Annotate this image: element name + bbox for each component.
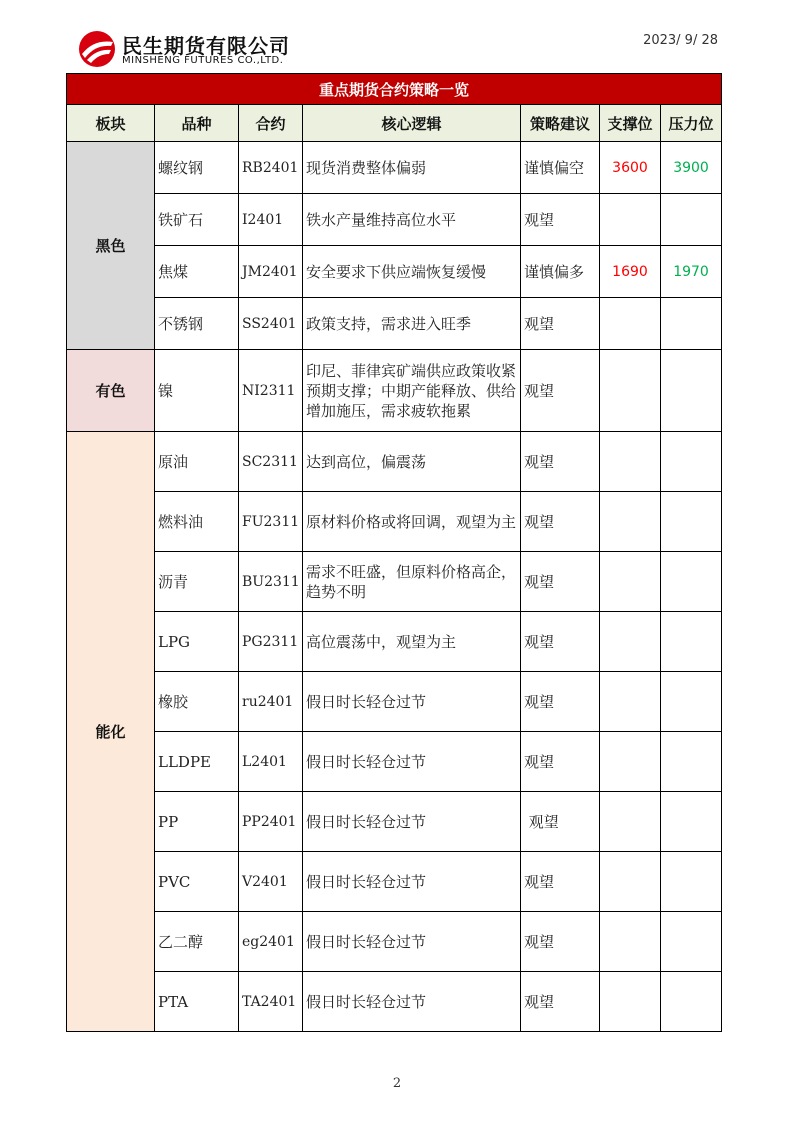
column-header-sector: 板块 (67, 105, 155, 142)
support-cell (600, 612, 661, 672)
resistance-cell (661, 912, 722, 972)
contract-cell: TA2401 (239, 972, 303, 1032)
table-row (67, 298, 722, 350)
table-row (67, 350, 722, 432)
contract-cell: NI2311 (239, 350, 303, 432)
table-row (67, 432, 722, 492)
contract-cell: SC2311 (239, 432, 303, 492)
column-header-product: 品种 (155, 105, 239, 142)
resistance-cell (661, 194, 722, 246)
strategy-cell: 观望 (521, 792, 600, 852)
table-row (67, 792, 722, 852)
column-header-contract: 合约 (239, 105, 303, 142)
support-cell (600, 912, 661, 972)
strategy-cell: 观望 (521, 732, 600, 792)
table-title: 重点期货合约策略一览 (67, 74, 722, 105)
logic-cell: 假日时长轻仓过节 (303, 732, 521, 792)
strategy-cell: 观望 (521, 492, 600, 552)
support-cell (600, 972, 661, 1032)
contract-cell: SS2401 (239, 298, 303, 350)
product-cell: 镍 (155, 350, 239, 432)
strategy-cell: 观望 (521, 912, 600, 972)
logic-cell: 原材料价格或将回调，观望为主 (303, 492, 521, 552)
column-header-strategy: 策略建议 (521, 105, 600, 142)
resistance-cell (661, 672, 722, 732)
table-row (67, 194, 722, 246)
product-cell: 螺纹钢 (155, 142, 239, 194)
table-row (67, 612, 722, 672)
support-cell: 3600 (600, 142, 661, 194)
support-cell (600, 732, 661, 792)
strategy-table (66, 73, 722, 1032)
support-cell (600, 350, 661, 432)
company-name-en: MINSHENG FUTURES CO.,LTD. (122, 55, 284, 66)
logic-cell: 假日时长轻仓过节 (303, 972, 521, 1032)
resistance-cell (661, 852, 722, 912)
contract-cell: eg2401 (239, 912, 303, 972)
product-cell: 原油 (155, 432, 239, 492)
company-logo (78, 28, 318, 72)
support-cell (600, 298, 661, 350)
resistance-cell (661, 792, 722, 852)
table-row (67, 246, 722, 298)
product-cell: 铁矿石 (155, 194, 239, 246)
support-cell (600, 852, 661, 912)
support-cell (600, 552, 661, 612)
page-number: 2 (392, 1076, 402, 1091)
contract-cell: PP2401 (239, 792, 303, 852)
strategy-cell: 观望 (521, 972, 600, 1032)
resistance-cell: 1970 (661, 246, 722, 298)
support-cell: 1690 (600, 246, 661, 298)
resistance-cell (661, 612, 722, 672)
table-row (67, 142, 722, 194)
support-cell (600, 194, 661, 246)
contract-cell: FU2311 (239, 492, 303, 552)
strategy-cell: 观望 (521, 612, 600, 672)
contract-cell: ru2401 (239, 672, 303, 732)
logic-cell: 政策支持，需求进入旺季 (303, 298, 521, 350)
logic-cell: 铁水产量维持高位水平 (303, 194, 521, 246)
column-header-resistance: 压力位 (661, 105, 722, 142)
support-cell (600, 432, 661, 492)
sector-cell: 能化 (67, 432, 155, 1032)
minsheng-logo-icon (78, 30, 116, 68)
table-row (67, 732, 722, 792)
column-header-logic: 核心逻辑 (303, 105, 521, 142)
logic-cell: 假日时长轻仓过节 (303, 912, 521, 972)
resistance-cell (661, 432, 722, 492)
contract-cell: L2401 (239, 732, 303, 792)
product-cell: 燃料油 (155, 492, 239, 552)
strategy-cell: 观望 (521, 350, 600, 432)
contract-cell: V2401 (239, 852, 303, 912)
resistance-cell (661, 350, 722, 432)
table-row (67, 552, 722, 612)
product-cell: 沥青 (155, 552, 239, 612)
support-cell (600, 672, 661, 732)
product-cell: LPG (155, 612, 239, 672)
support-cell (600, 792, 661, 852)
product-cell: PP (155, 792, 239, 852)
table-row (67, 672, 722, 732)
sector-cell: 黑色 (67, 142, 155, 350)
product-cell: PTA (155, 972, 239, 1032)
strategy-cell: 观望 (521, 552, 600, 612)
column-header-support: 支撑位 (600, 105, 661, 142)
product-cell: PVC (155, 852, 239, 912)
table-row (67, 972, 722, 1032)
sector-cell: 有色 (67, 350, 155, 432)
resistance-cell (661, 732, 722, 792)
strategy-cell: 观望 (521, 194, 600, 246)
strategy-cell: 观望 (521, 432, 600, 492)
report-date: 2023/ 9/ 28 (643, 33, 718, 48)
resistance-cell: 3900 (661, 142, 722, 194)
strategy-cell: 谨慎偏空 (521, 142, 600, 194)
strategy-cell: 观望 (521, 672, 600, 732)
product-cell: 乙二醇 (155, 912, 239, 972)
product-cell: 橡胶 (155, 672, 239, 732)
product-cell: 焦煤 (155, 246, 239, 298)
contract-cell: I2401 (239, 194, 303, 246)
resistance-cell (661, 492, 722, 552)
logic-cell: 达到高位，偏震荡 (303, 432, 521, 492)
contract-cell: JM2401 (239, 246, 303, 298)
table-row (67, 492, 722, 552)
product-cell: 不锈钢 (155, 298, 239, 350)
contract-cell: RB2401 (239, 142, 303, 194)
logic-cell: 安全要求下供应端恢复缓慢 (303, 246, 521, 298)
contract-cell: PG2311 (239, 612, 303, 672)
contract-cell: BU2311 (239, 552, 303, 612)
table-row (67, 912, 722, 972)
product-cell: LLDPE (155, 732, 239, 792)
strategy-cell: 谨慎偏多 (521, 246, 600, 298)
logic-cell: 高位震荡中，观望为主 (303, 612, 521, 672)
table-row (67, 852, 722, 912)
strategy-cell: 观望 (521, 852, 600, 912)
logic-cell: 需求不旺盛，但原料价格高企，趋势不明 (303, 552, 521, 612)
logic-cell: 假日时长轻仓过节 (303, 792, 521, 852)
resistance-cell (661, 552, 722, 612)
resistance-cell (661, 972, 722, 1032)
strategy-cell: 观望 (521, 298, 600, 350)
logic-cell: 假日时长轻仓过节 (303, 852, 521, 912)
logic-cell: 印尼、菲律宾矿端供应政策收紧预期支撑；中期产能释放、供给增加施压，需求疲软拖累 (303, 350, 521, 432)
support-cell (600, 492, 661, 552)
logic-cell: 假日时长轻仓过节 (303, 672, 521, 732)
logic-cell: 现货消费整体偏弱 (303, 142, 521, 194)
company-name-cn: 民生期货有限公司 (122, 34, 290, 58)
resistance-cell (661, 298, 722, 350)
